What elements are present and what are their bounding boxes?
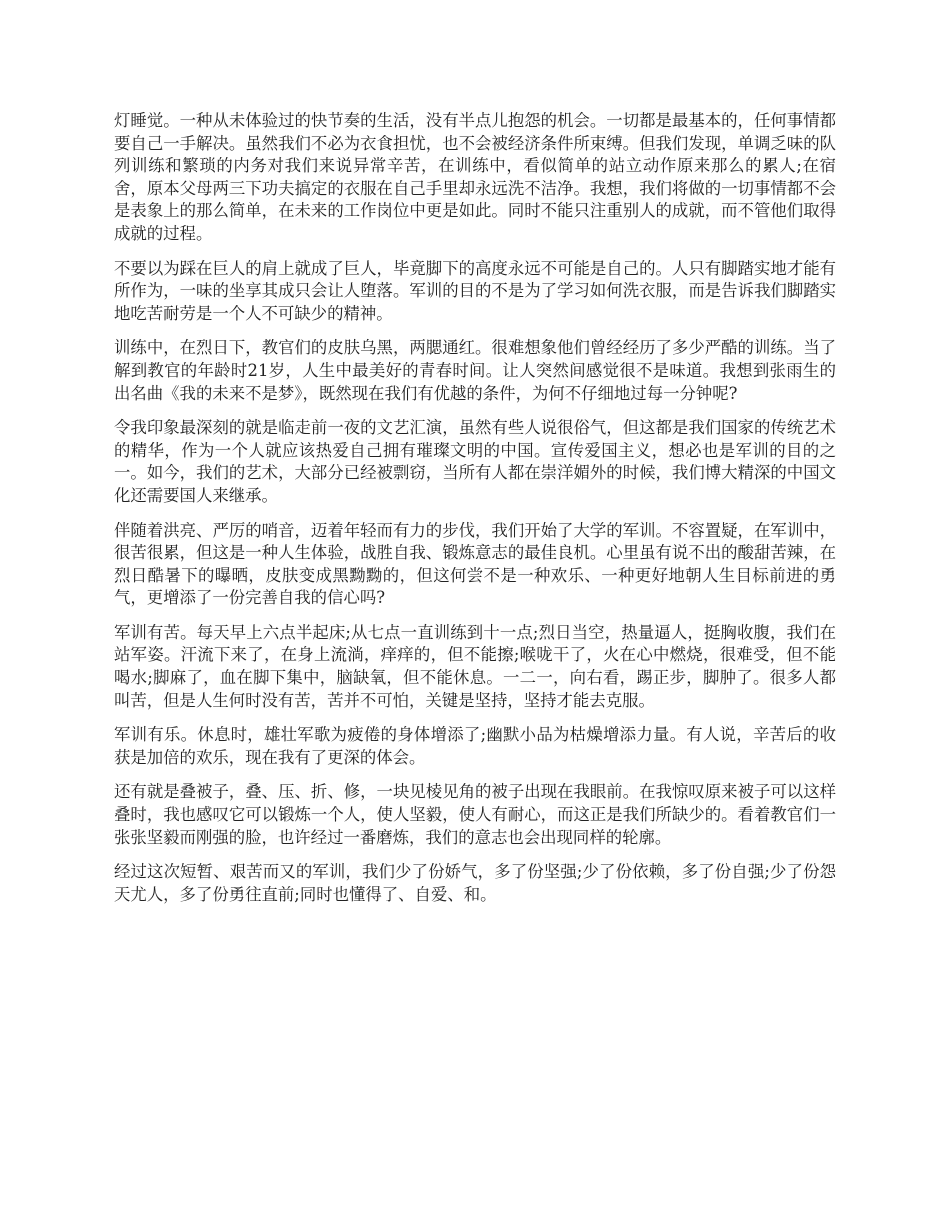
paragraph-8: 还有就是叠被子，叠、压、折、修，一块见棱见角的被子出现在我眼前。在我惊叹原来被子可以这样叠时，我也感叹它可以锻炼一个人，使人坚毅，使人有耐心，而这正是我们所缺少的。看着教官们一张张坚毅而刚强的脸，也许经过一番磨炼，我们的意志也会出现同样的轮廓。 [114,782,836,847]
document-body [114,110,836,918]
paragraph-2: 不要以为踩在巨人的肩上就成了巨人，毕竟脚下的高度永远不可能是自己的。人只有脚踏实地才能有所作为，一味的坐享其成只会让人堕落。军训的目的不是为了学习如何洗衣服，而是告诉我们脚踏实地吃苦耐劳是一个人不可缺少的精神。 [114,258,836,323]
paragraph-3: 训练中，在烈日下，教官们的皮肤乌黑，两腮通红。很难想象他们曾经经历了多少严酷的训练。当了解到教官的年龄时21岁，人生中最美好的青春时间。让人突然间感觉很不是味道。我想到张雨生的出名曲《我的未来不是梦》，既然现在我们有优越的条件，为何不仔细地过每一分钟呢? [114,338,836,403]
paragraph-6: 军训有苦。每天早上六点半起床;从七点一直训练到十一点;烈日当空，热量逼人，挺胸收腹，我们在站军姿。汗流下来了，在身上流淌，痒痒的，但不能擦;喉咙干了，火在心中燃烧，很难受，但不能喝水;脚麻了，血在脚下集中，脑缺氧，但不能休息。一二一，向右看，踢正步，脚肿了。很多人都叫苦，但是人生何时没有苦，苦并不可怕，关键是坚持，坚持才能去克服。 [114,622,836,710]
paragraph-1: 灯睡觉。一种从未体验过的快节奏的生活，没有半点儿抱怨的机会。一切都是最基本的，任何事情都要自己一手解决。虽然我们不必为衣食担忧，也不会被经济条件所束缚。但我们发现，单调乏味的队列训练和繁琐的内务对我们来说异常辛苦，在训练中，看似简单的站立动作原来那么的累人;在宿舍，原本父母两三下功夫搞定的衣服在自己手里却永远洗不洁净。我想，我们将做的一切事情都不会是表象上的那么简单，在未来的工作岗位中更是如此。同时不能只注重别人的成就，而不管他们取得成就的过程。 [114,111,836,243]
paragraph-5: 伴随着洪亮、严厉的哨音，迈着年轻而有力的步伐，我们开始了大学的军训。不容置疑，在军训中，很苦很累，但这是一种人生体验，战胜自我、锻炼意志的最佳良机。心里虽有说不出的酸甜苦辣，在烈日酷暑下的曝晒，皮肤变成黑黝黝的，但这何尝不是一种欢乐、一种更好地朝人生目标前进的勇气，更增添了一份完善自我的信心吗? [114,520,836,608]
paragraph-4: 令我印象最深刻的就是临走前一夜的文艺汇演，虽然有些人说很俗气，但这都是我们国家的传统艺术的精华，作为一个人就应该热爱自己拥有璀璨文明的中国。宣传爱国主义，想必也是军训的目的之一。如今，我们的艺术，大部分已经被剽窃，当所有人都在崇洋媚外的时候，我们博大精深的中国文化还需要国人来继承。 [114,418,836,505]
paragraph-7: 军训有乐。休息时，雄壮军歌为疲倦的身体增添了;幽默小品为枯燥增添力量。有人说，辛苦后的收获是加倍的欢乐，现在我有了更深的体会。 [114,725,836,767]
paragraph-9: 经过这次短暂、艰苦而又的军训，我们少了份娇气，多了份坚强;少了份依赖，多了份自强;少了份怨天尤人，多了份勇往直前;同时也懂得了、自爱、和。 [114,862,836,904]
